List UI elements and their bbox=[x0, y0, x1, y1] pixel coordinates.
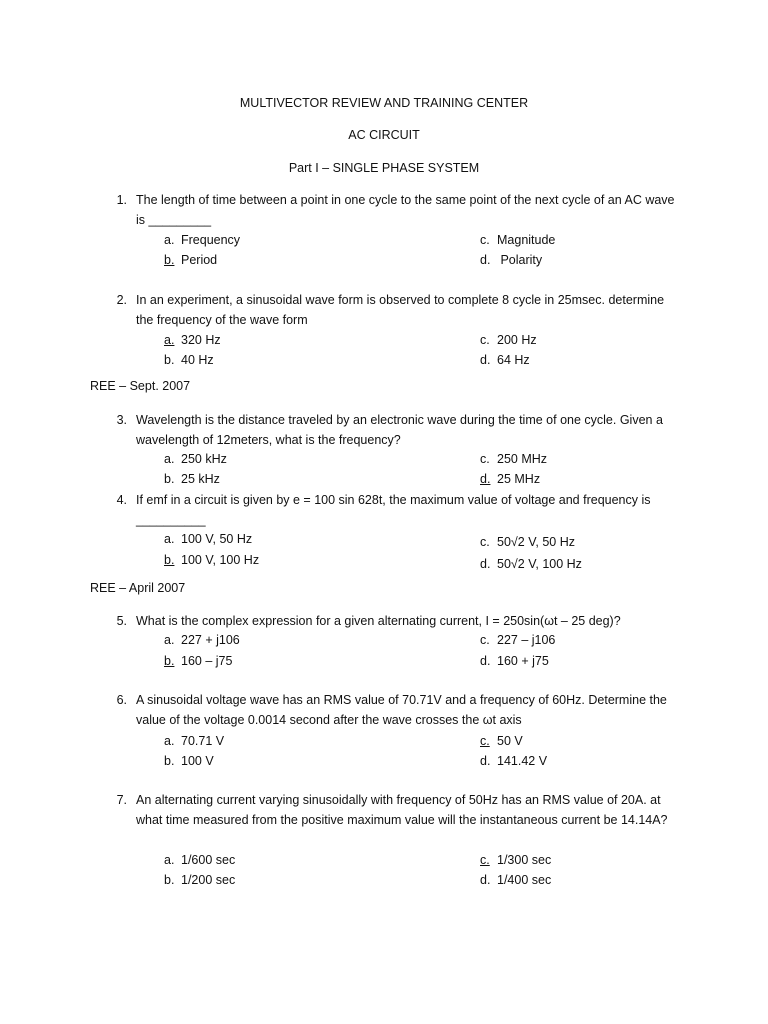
option-text: 1/400 sec bbox=[497, 873, 552, 887]
question-number: 2. bbox=[116, 293, 127, 307]
option-text: 40 Hz bbox=[181, 353, 214, 367]
question-text: In an experiment, a sinusoidal wave form is observed to complete 8 cycle in 25msec. determine the frequency of the wave form bbox=[136, 293, 665, 327]
question-text: Wavelength is the distance traveled by an electronic wave during the time of one cycle. Given a wavelength of 12meters, what is the frequency? bbox=[136, 413, 663, 447]
option-letter-answer: a. bbox=[164, 333, 175, 347]
option-text: 100 V, 50 Hz bbox=[181, 532, 253, 546]
option-text: 1/200 sec bbox=[181, 873, 236, 887]
option-b bbox=[164, 552, 259, 568]
question-number: 4. bbox=[116, 493, 127, 507]
option-letter: a. bbox=[164, 853, 175, 867]
option-text: Magnitude bbox=[497, 233, 556, 247]
option-c bbox=[480, 534, 575, 550]
option-a bbox=[164, 451, 227, 467]
option-letter: a. bbox=[164, 734, 175, 748]
option-text: 1/600 sec bbox=[181, 853, 236, 867]
option-text: 160 – j75 bbox=[181, 654, 233, 668]
option-text: Frequency bbox=[181, 233, 241, 247]
option-letter: d. bbox=[480, 353, 491, 367]
option-text: 25 kHz bbox=[181, 472, 220, 486]
option-letter: b. bbox=[164, 754, 175, 768]
option-letter: d. bbox=[480, 754, 491, 768]
question-text: What is the complex expression for a given alternating current, I = 250sin(ωt – 25 deg)? bbox=[136, 614, 621, 628]
option-b bbox=[164, 653, 232, 669]
option-letter-answer: b. bbox=[164, 654, 175, 668]
option-c bbox=[480, 632, 555, 648]
option-b bbox=[164, 753, 214, 769]
option-letter: c. bbox=[480, 333, 490, 347]
option-text: 160 + j75 bbox=[497, 654, 549, 668]
option-a bbox=[164, 232, 240, 248]
option-c bbox=[480, 451, 547, 467]
option-letter: d. bbox=[480, 253, 491, 267]
question-number: 1. bbox=[116, 193, 127, 207]
question-number: 5. bbox=[116, 614, 127, 628]
question-number: 7. bbox=[116, 793, 127, 807]
option-text: Polarity bbox=[497, 253, 543, 267]
option-a bbox=[164, 531, 252, 547]
question-number: 3. bbox=[116, 413, 127, 427]
option-d bbox=[480, 753, 547, 769]
option-text: 25 MHz bbox=[497, 472, 541, 486]
option-letter: d. bbox=[480, 557, 491, 571]
option-b bbox=[164, 252, 217, 268]
document-subject-title: AC CIRCUIT bbox=[348, 128, 420, 142]
option-letter: b. bbox=[164, 873, 175, 887]
document-part-title: Part I – SINGLE PHASE SYSTEM bbox=[288, 161, 480, 175]
question-text: The length of time between a point in one cycle to the same point of the next cycle of an AC wave is _________ bbox=[136, 193, 675, 227]
source-note: REE – Sept. 2007 bbox=[90, 379, 191, 393]
document-org-title: MULTIVECTOR REVIEW AND TRAINING CENTER bbox=[239, 96, 529, 110]
option-text: 250 MHz bbox=[497, 452, 548, 466]
source-note: REE – April 2007 bbox=[90, 581, 186, 595]
option-text: 1/300 sec bbox=[497, 853, 552, 867]
option-a bbox=[164, 632, 240, 648]
option-d bbox=[480, 653, 549, 669]
option-letter: b. bbox=[164, 353, 175, 367]
option-d bbox=[480, 471, 540, 487]
option-text: 100 V bbox=[181, 754, 214, 768]
option-letter: c. bbox=[480, 233, 490, 247]
option-letter-answer: b. bbox=[164, 553, 175, 567]
option-text: 50√2 V, 100 Hz bbox=[497, 557, 582, 571]
option-c bbox=[480, 852, 551, 868]
option-text: 320 Hz bbox=[181, 333, 221, 347]
option-text: 200 Hz bbox=[497, 333, 537, 347]
option-text: 227 + j106 bbox=[181, 633, 240, 647]
option-letter-answer: d. bbox=[480, 472, 491, 486]
option-d bbox=[480, 352, 530, 368]
option-b bbox=[164, 352, 214, 368]
question-text: An alternating current varying sinusoidally with frequency of 50Hz has an RMS value of 20A. at what time measured from the positive maximum value will the instantaneous current be 14.14A? bbox=[136, 793, 668, 827]
option-letter: a. bbox=[164, 452, 175, 466]
question-number: 6. bbox=[116, 693, 127, 707]
option-text: 70.71 V bbox=[181, 734, 225, 748]
option-text: Period bbox=[181, 253, 218, 267]
option-d bbox=[480, 252, 542, 268]
option-d bbox=[480, 872, 551, 888]
option-text: 141.42 V bbox=[497, 754, 548, 768]
option-d bbox=[480, 556, 582, 572]
option-c bbox=[480, 232, 555, 248]
option-c bbox=[480, 733, 523, 749]
option-b bbox=[164, 471, 220, 487]
question-text: A sinusoidal voltage wave has an RMS value of 70.71V and a frequency of 60Hz. Determine the value of the voltage 0.0014 second after the wave crosses the ωt axis bbox=[136, 693, 667, 727]
option-letter-answer: c. bbox=[480, 734, 490, 748]
option-text: 50√2 V, 50 Hz bbox=[497, 535, 575, 549]
option-a bbox=[164, 332, 221, 348]
option-text: 50 V bbox=[497, 734, 523, 748]
option-letter: b. bbox=[164, 472, 175, 486]
option-b bbox=[164, 872, 235, 888]
option-c bbox=[480, 332, 537, 348]
option-letter-answer: c. bbox=[480, 853, 490, 867]
option-a bbox=[164, 852, 235, 868]
option-text: 250 kHz bbox=[181, 452, 227, 466]
option-text: 100 V, 100 Hz bbox=[181, 553, 260, 567]
option-letter: c. bbox=[480, 452, 490, 466]
option-letter: a. bbox=[164, 633, 175, 647]
option-text: 64 Hz bbox=[497, 353, 530, 367]
option-letter: c. bbox=[480, 535, 490, 549]
option-letter: d. bbox=[480, 873, 491, 887]
option-letter: a. bbox=[164, 532, 175, 546]
question-text: If emf in a circuit is given by e = 100 sin 628t, the maximum value of voltage and frequency is __________ bbox=[136, 493, 651, 527]
option-letter-answer: b. bbox=[164, 253, 175, 267]
option-letter: c. bbox=[480, 633, 490, 647]
option-letter: a. bbox=[164, 233, 175, 247]
option-letter: d. bbox=[480, 654, 491, 668]
option-text: 227 – j106 bbox=[497, 633, 556, 647]
option-a bbox=[164, 733, 224, 749]
